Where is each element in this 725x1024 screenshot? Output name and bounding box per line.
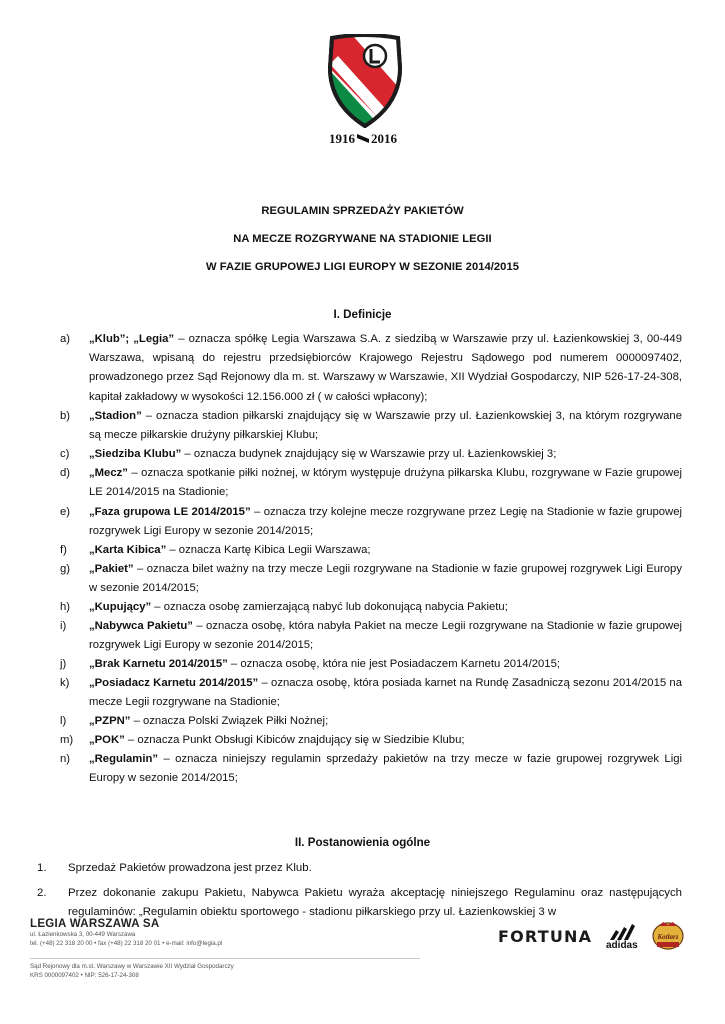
definition-item — [60, 560, 682, 598]
anniversary-flag-icon — [357, 134, 369, 143]
numbered-item — [37, 859, 682, 878]
year-end: 2016 — [371, 131, 397, 146]
definition-text: – oznacza stadion piłkarski znajdujący się w Warszawie przy ul. Łazienkowskiej 3, na którym rozgrywane są mecze piłkarskie drużyny piłkarskiej Klubu; — [89, 410, 682, 442]
item-label: n) — [60, 753, 71, 765]
item-label: d) — [60, 467, 71, 479]
item-label: i) — [60, 620, 67, 632]
kotlarz-wordmark: Kotlarz — [657, 933, 679, 941]
numbered-item — [37, 884, 682, 923]
definition-item — [60, 464, 682, 502]
definition-term: „Mecz” — [89, 467, 128, 479]
section-heading-definitions: I. Definicje — [333, 308, 392, 321]
section-heading-general-provisions: II. Postanowienia ogólne — [294, 836, 431, 849]
item-number: 2. — [37, 887, 47, 899]
definition-term: „Kupujący” — [89, 601, 152, 613]
definition-item — [60, 750, 682, 788]
definition-text: – oznacza Polski Związek Piłki Nożnej; — [130, 715, 329, 727]
definition-item — [60, 503, 682, 541]
item-label: k) — [60, 677, 70, 689]
definition-text: – oznacza Kartę Kibica Legii Warszawa; — [166, 544, 371, 556]
definition-term: „Brak Karnetu 2014/2015” — [89, 658, 228, 670]
footer-company-name: LEGIA WARSZAWA SA — [30, 918, 160, 930]
definition-term: „Posiadacz Karnetu 2014/2015” — [89, 677, 259, 689]
definition-item — [60, 407, 682, 445]
definition-text: – oznacza spotkanie piłki nożnej, w którym występuje drużyna piłkarska Klubu, rozgrywane w Fazie grupowej LE 2014/2015 na Stadionie; — [89, 467, 682, 499]
definition-item — [60, 598, 682, 617]
item-text: Przez dokonanie zakupu Pakietu, Nabywca Pakietu wyraża akceptację niniejszego Regulaminu oraz następujących regulaminów: „Regulamin obiektu sportowego - stadionu piłkarskiego przy ul. Łazienkowskiej 3 w — [68, 887, 682, 919]
item-number: 1. — [37, 862, 47, 874]
item-label: e) — [60, 506, 71, 518]
definition-term: „Pakiet” — [89, 563, 134, 575]
fortuna-logo: FORTUNA — [498, 927, 593, 946]
definition-text: – oznacza osobę, która nie jest Posiadaczem Karnetu 2014/2015; — [227, 658, 560, 670]
document-title-line-3: W FAZIE GRUPOWEJ LIGI EUROPY W SEZONIE 2014/2015 — [205, 261, 520, 273]
definition-text: – oznacza osobę, która posiada karnet na Rundę Zasadniczą sezonu 2014/2015 na mecze Legii rozgrywane na Stadionie; — [89, 677, 682, 709]
year-start: 1916 — [329, 131, 355, 146]
adidas-logo — [604, 924, 644, 954]
item-text: Sprzedaż Pakietów prowadzona jest przez Klub. — [68, 862, 312, 874]
definition-text: – oznacza budynek znajdujący się w Warszawie przy ul. Łazienkowskiej 3; — [181, 448, 557, 460]
legia-crest-logo — [326, 34, 404, 128]
footer-divider — [30, 958, 420, 959]
document-title-line-1: REGULAMIN SPRZEDAŻY PAKIETÓW — [261, 205, 464, 217]
definition-item — [60, 731, 682, 750]
definition-text: – oznacza osobę zamierzającą nabyć lub dokonującą nabycia Pakietu; — [151, 601, 508, 613]
document-title-line-2: NA MECZE ROZGRYWANE NA STADIONIE LEGII — [233, 233, 492, 245]
definition-term: „Faza grupowa LE 2014/2015” — [89, 506, 251, 518]
item-label: m) — [60, 734, 74, 746]
definition-item — [60, 541, 682, 560]
adidas-wordmark: adidas — [606, 940, 638, 951]
definition-text: – oznacza spółkę Legia Warszawa S.A. z siedzibą w Warszawie przy ul. Łazienkowskiej 3, 00-449 Warszawa, wpisaną do rejestru przedsiębiorców Krajowego Rejestru Sądowego pod numerem 0000097402, prowadzonego przez Sąd Rejonowy dla m. st. Warszawy w Warszawie, XII Wydział Gospodarczy, NIP 526-17-24-308, kapitał zakładowy w wysokości 12.156.000 zł ( w całości wpłacony); — [89, 333, 682, 403]
footer-krs: KRS 0000097402 • NIP: 526-17-24-308 — [30, 972, 139, 979]
definition-text: – oznacza bilet ważny na trzy mecze Legii rozgrywane na Stadionie w fazie grupowej rozgrywek Ligi Europy w sezonie 2014/2015; — [89, 563, 682, 595]
footer-registration — [30, 962, 234, 980]
item-label: f) — [60, 544, 67, 556]
definition-item — [60, 445, 682, 464]
footer-court: Sąd Rejonowy dla m.st. Warszawy w Warszawie XII Wydział Gospodarczy — [30, 963, 234, 970]
definition-item — [60, 617, 682, 655]
definition-term: „PZPN” — [89, 715, 131, 727]
definition-item — [60, 655, 682, 674]
item-label: h) — [60, 601, 71, 613]
item-label: g) — [60, 563, 71, 575]
adidas-stripes-icon — [604, 924, 644, 940]
item-label: b) — [60, 410, 71, 422]
item-label: c) — [60, 448, 70, 460]
footer-address: ul. Łazienkowska 3, 00-449 Warszawa — [30, 931, 136, 938]
definition-term: „POK” — [89, 734, 125, 746]
anniversary-years — [327, 131, 407, 147]
definition-item — [60, 712, 682, 731]
definition-text: – oznacza niniejszy regulamin sprzedaży pakietów na trzy mecze w fazie grupowej rozgrywek Ligi Europy w sezonie 2014/2015; — [89, 753, 682, 785]
definition-item — [60, 330, 682, 407]
definition-term: „Nabywca Pakietu” — [89, 620, 193, 632]
footer-company-info — [30, 918, 330, 948]
definition-term: „Klub”; „Legia” — [89, 333, 175, 345]
definition-term: „Karta Kibica” — [89, 544, 167, 556]
definition-text: – oznacza osobę, która nabyła Pakiet na mecze Legii rozgrywane na Stadionie w fazie grupowej rozgrywek Ligi Europy w sezonie 2014/2015; — [89, 620, 682, 652]
item-label: a) — [60, 333, 71, 345]
item-label: j) — [60, 658, 67, 670]
definition-term: „Regulamin” — [89, 753, 159, 765]
footer-contact: tel. (+48) 22 318 20 00 • fax (+48) 22 318 20 01 • e-mail: info@legia.pl — [30, 940, 223, 947]
definition-term: „Stadion” — [89, 410, 142, 422]
definition-text: – oznacza trzy kolejne mecze rozgrywane przez Legię na Stadionie w fazie grupowej rozgrywek Ligi Europy w sezonie 2014/2015; — [89, 506, 682, 538]
definition-item — [60, 674, 682, 712]
definition-term: „Siedziba Klubu” — [89, 448, 182, 460]
item-label: l) — [60, 715, 67, 727]
definition-text: – oznacza Punkt Obsługi Kibiców znajdujący się w Siedzibie Klubu; — [124, 734, 465, 746]
kotlarz-beer-logo — [651, 920, 685, 952]
